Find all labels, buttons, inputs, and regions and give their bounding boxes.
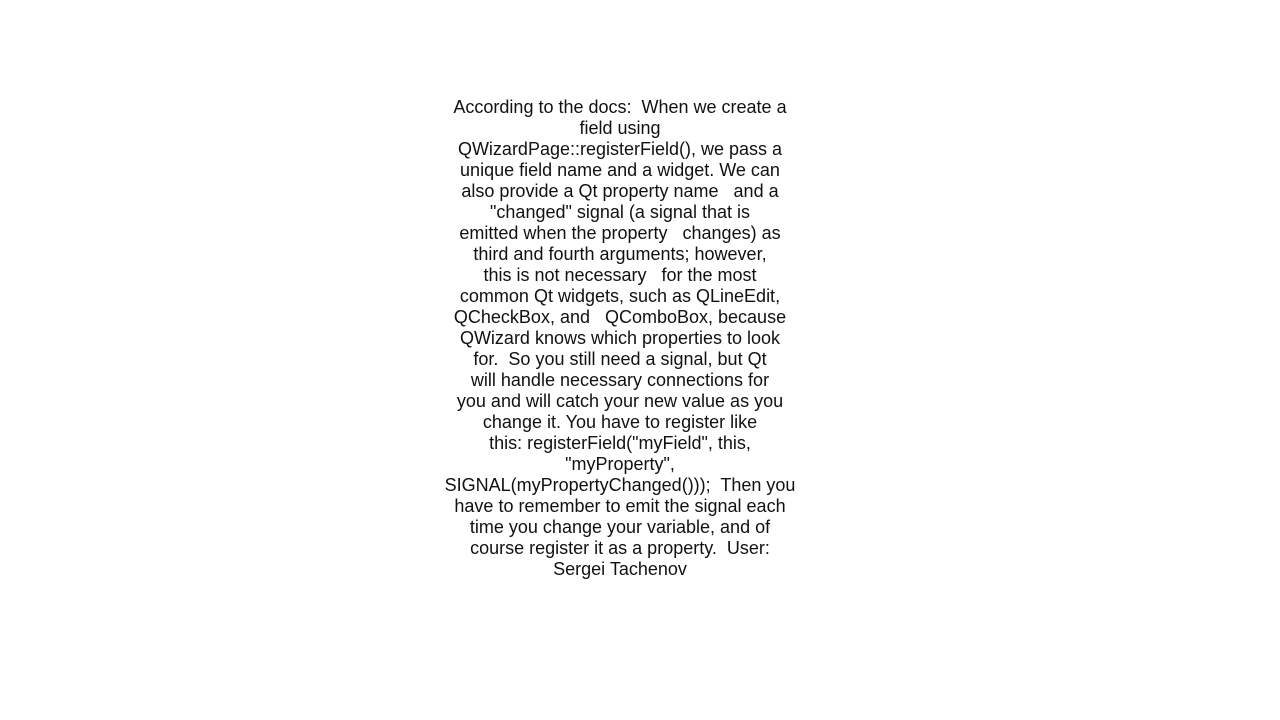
answer-text: According to the docs: When we create a field using QWizardPage::registerField(), we pass a unique field name and a widget. We can also provide a Qt property name and a "changed" signal (a signal that is emitted when the property changes) as third and fourth arguments; however, this is not necessary for the most common Qt widgets, such as QLineEdit, QCheckBox, and QComboBox, because QWizard knows which properties to look for. So you still need a signal, but Qt will handle necessary connections for you and will catch your new value as you change it. You have to register like this: registerField("myField", this, "myProperty", SIGNAL(myPropertyChanged())); Then you have to remember to emit the signal each time you change your variable, and of course register it as a property. User: Sergei Tachenov	[444, 97, 796, 579]
